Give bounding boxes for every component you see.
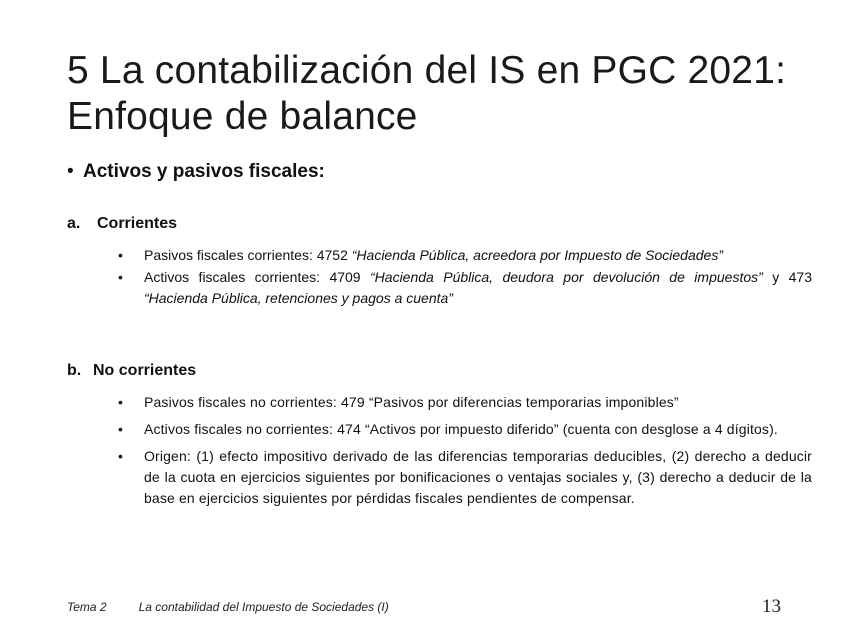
item-mid: y 473 (762, 269, 812, 285)
list-item-activos-corrientes (118, 267, 812, 309)
item-quote: “Hacienda Pública, deudora por devolución de impuestos” (370, 269, 763, 285)
bullet-dot: • (67, 161, 74, 182)
section-a-heading (67, 214, 177, 234)
slide-footer (67, 600, 389, 614)
list-item-pasivos-no-corrientes (118, 392, 812, 413)
footer-topic: Tema 2 (67, 600, 107, 614)
bullet-dot: • (118, 247, 123, 263)
bullet-dot: • (118, 421, 123, 437)
item-lead: Activos fiscales corrientes: 4709 (144, 269, 371, 285)
section-b-list (118, 392, 812, 515)
item-text: Pasivos fiscales no corrientes: 479 “Pasivos por diferencias temporarias imponibles” (144, 394, 679, 410)
section-b-letter: b. (67, 362, 82, 379)
bullet-dot: • (118, 394, 123, 410)
slide-title-line-2: Enfoque de balance (67, 95, 418, 138)
section-b-heading (67, 361, 196, 381)
page-number: 13 (762, 596, 781, 617)
section-a-list (118, 245, 812, 310)
item-text: Origen: (1) efecto impositivo derivado de las diferencias temporarias deducibles, (2) derecho a deducir de la cuota en ejercicios siguientes por bonificaciones o ventajas sociales y, (3) derecho a deducir de la base en ejercicios siguientes por pérdidas fiscales pendientes de compensar. (144, 448, 812, 506)
main-bullet (67, 160, 325, 184)
list-item-origen (118, 446, 812, 509)
section-a-title: Corrientes (97, 215, 178, 232)
item-lead: Pasivos fiscales corrientes: 4752 (144, 247, 352, 263)
bullet-dot: • (118, 448, 123, 464)
item-text: Activos fiscales no corrientes: 474 “Activos por impuesto diferido” (cuenta con desglose a 4 dígitos). (144, 421, 778, 437)
main-bullet-text: Activos y pasivos fiscales: (83, 161, 325, 182)
footer-subtitle: La contabilidad del Impuesto de Sociedades (I) (138, 600, 389, 614)
item-quote-2: “Hacienda Pública, retenciones y pagos a cuenta” (144, 290, 453, 306)
slide-title (67, 48, 807, 140)
bullet-dot: • (118, 269, 123, 285)
section-a-letter: a. (67, 215, 81, 232)
slide-title-line-1: 5 La contabilización del IS en PGC 2021: (67, 49, 787, 92)
section-b-title: No corrientes (93, 362, 197, 379)
list-item-activos-no-corrientes (118, 419, 812, 440)
list-item-pasivos-corrientes (118, 245, 812, 266)
item-quote: “Hacienda Pública, acreedora por Impuesto de Sociedades” (351, 247, 723, 263)
